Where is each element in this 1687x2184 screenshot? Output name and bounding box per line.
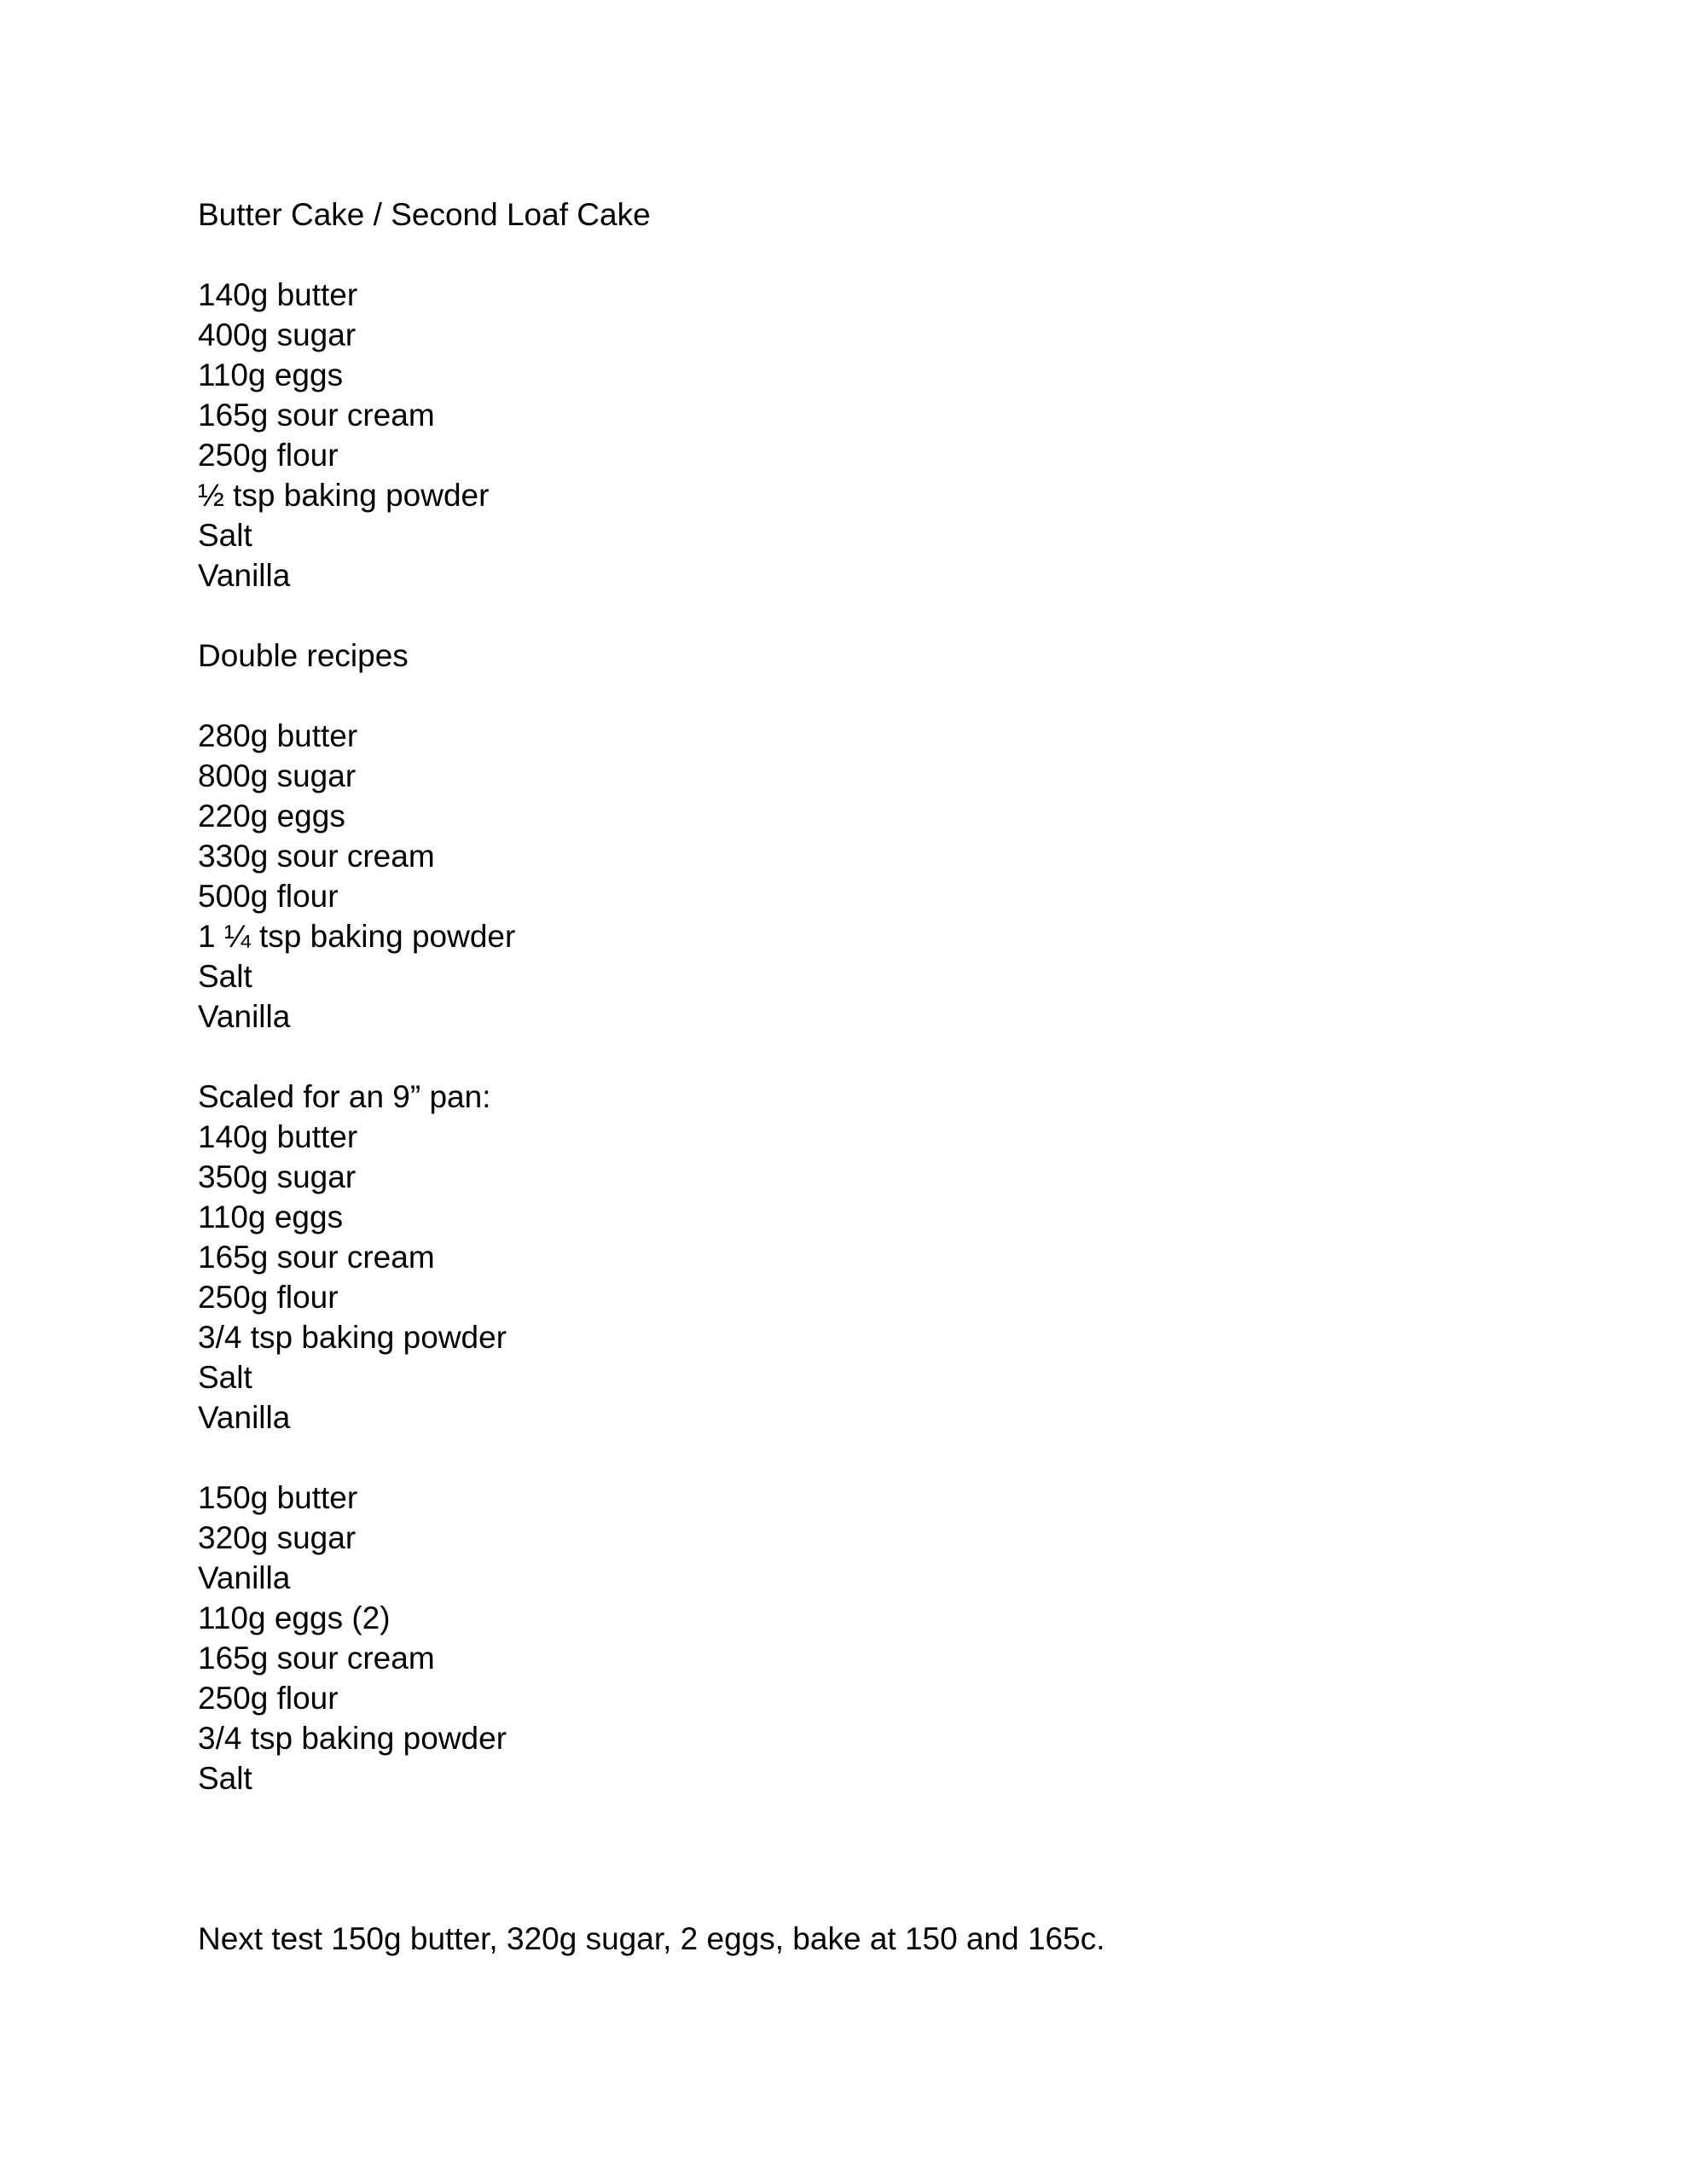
blank-line [198,1438,1477,1478]
ingredient-line: Salt [198,518,252,553]
blank-line [198,1037,1477,1077]
ingredient-line: 3/4 tsp baking powder [198,1721,507,1756]
ingredient-line: 110g eggs [198,357,344,392]
ingredient-line: 250g flour [198,1280,339,1315]
ingredient-line: Salt [198,1360,252,1395]
ingredient-line: 220g eggs [198,799,345,834]
ingredient-line: Vanilla [198,999,291,1034]
ingredient-line: 400g sugar [198,317,357,352]
ingredient-line: 320g sugar [198,1520,357,1555]
ingredient-line: 1 ¼ tsp baking powder [198,919,516,954]
ingredient-line: Vanilla [198,1560,291,1595]
ingredient-line: 330g sour cream [198,839,435,874]
recipe-scaled-list [198,1117,1477,1438]
document-body [198,195,1477,1959]
ingredient-line: 3/4 tsp baking powder [198,1320,507,1355]
document-title: Butter Cake / Second Loaf Cake [198,197,651,232]
ingredient-line: 165g sour cream [198,1641,435,1676]
ingredient-line: Vanilla [198,558,291,593]
ingredient-line: 280g butter [198,718,358,753]
ingredient-line: Salt [198,959,252,994]
ingredient-line: Salt [198,1761,252,1796]
ingredient-line: 140g butter [198,277,358,312]
ingredient-line: 250g flour [198,1681,339,1716]
blank-lines [198,1798,1477,1919]
ingredient-line: 165g sour cream [198,1240,435,1275]
ingredient-line: Vanilla [198,1400,291,1435]
scaled-pan-heading: Scaled for an 9” pan: [198,1079,491,1114]
ingredient-line: 140g butter [198,1119,358,1154]
recipe-double-list [198,716,1477,1037]
recipe-original-list [198,275,1477,595]
next-test-note: Next test 150g butter, 320g sugar, 2 eggs, bake at 150 and 165c. [198,1921,1105,1956]
double-recipes-heading: Double recipes [198,638,409,673]
blank-line [198,676,1477,716]
ingredient-line: 800g sugar [198,758,357,793]
ingredient-line: 150g butter [198,1480,358,1515]
ingredient-line: 500g flour [198,879,339,914]
ingredient-line: 350g sugar [198,1159,357,1194]
ingredient-line: 110g eggs (2) [198,1600,391,1635]
ingredient-line: 165g sour cream [198,398,435,433]
blank-line [198,595,1477,636]
ingredient-line: 250g flour [198,438,339,473]
blank-line [198,235,1477,275]
ingredient-line: ½ tsp baking powder [198,478,490,513]
recipe-revised-list [198,1478,1477,1798]
ingredient-line: 110g eggs [198,1199,344,1234]
